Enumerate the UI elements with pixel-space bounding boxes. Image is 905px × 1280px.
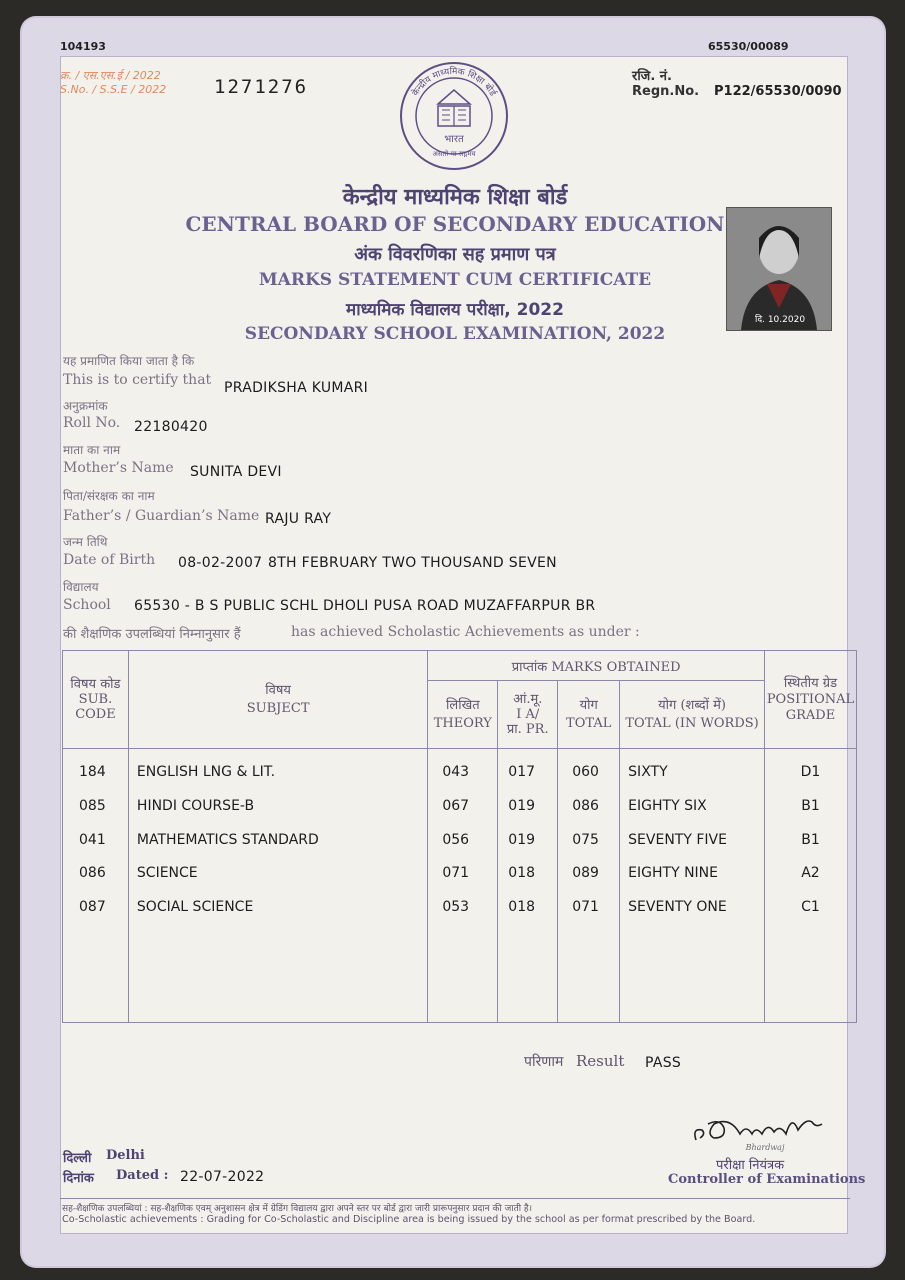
regn-label-hindi: रजि. नं. xyxy=(632,69,672,84)
cell-subject: HINDI COURSE-B xyxy=(128,791,427,825)
cell-subject: SOCIAL SCIENCE xyxy=(128,892,427,926)
sno-hindi: क्र. / एस.एस.ई / 2022 xyxy=(60,69,161,82)
controller-english: Controller of Examinations xyxy=(668,1172,866,1187)
roll-english: Roll No. xyxy=(63,415,121,431)
cell-grade: C1 xyxy=(764,892,856,926)
father-hindi: पिता/संरक्षक का नाम xyxy=(63,489,155,503)
mother-english: Mother’s Name xyxy=(63,460,174,476)
footer-english: Co-Scholastic achievements : Grading for Co-Scholastic and Discipline area is being issued by the school as per format prescribed by the Board. xyxy=(62,1214,756,1225)
cell-theory: 053 xyxy=(428,892,498,926)
dated-value: 22-07-2022 xyxy=(180,1169,265,1185)
serial-top: 104193 xyxy=(60,40,106,53)
cbse-logo-icon xyxy=(398,60,510,172)
achieve-english: has achieved Scholastic Achievements as under : xyxy=(291,624,640,640)
cell-words: EIGHTY NINE xyxy=(620,858,765,892)
logo-country: भारत xyxy=(444,134,464,145)
cell-ia: 017 xyxy=(498,749,558,792)
header-grade-english: POSITIONAL GRADE xyxy=(766,691,855,723)
header-ia-pr-text: प्रा. PR. xyxy=(506,722,549,737)
logo-top-text: केन्द्रीय माध्यमिक शिक्षा बोर्ड xyxy=(410,66,498,99)
logo-motto: असतो मा सद्गमय xyxy=(432,150,476,158)
cell-grade: B1 xyxy=(764,825,856,859)
header-ia-pr xyxy=(498,681,558,749)
school-hindi: विद्यालय xyxy=(63,580,99,594)
certificate-number: 1271276 xyxy=(214,76,309,98)
footer-hindi: सह-शैक्षणिक उपलब्धियां : सह-शैक्षणिक एवम् अनुशासन क्षेत्र में ग्रेडिंग विद्यालय द्वारा अपने स्तर पर बोर्ड द्वारा जारी प्रारूपनुसार प्रदान की जाती है। xyxy=(62,1204,533,1214)
cell-code: 086 xyxy=(63,858,129,892)
dob-words: 8TH FEBRUARY TWO THOUSAND SEVEN xyxy=(268,555,557,571)
cell-code: 085 xyxy=(63,791,129,825)
ref-top: 65530/00089 xyxy=(708,40,789,53)
header-subject-hindi: विषय xyxy=(265,682,291,698)
cell-ia: 018 xyxy=(498,892,558,926)
place-hindi: दिल्ली xyxy=(63,1151,92,1166)
dob-hindi: जन्म तिथि xyxy=(63,535,108,549)
cell-ia: 019 xyxy=(498,791,558,825)
header-marks-obtained xyxy=(428,651,765,681)
cell-theory: 043 xyxy=(428,749,498,792)
controller-hindi: परीक्षा नियंत्रक xyxy=(716,1158,785,1173)
table-row xyxy=(63,892,857,926)
board-title-hindi: केन्द्रीय माध्यमिक शिक्षा बोर्ड xyxy=(342,185,568,210)
doc-type-english: MARKS STATEMENT CUM CERTIFICATE xyxy=(258,270,652,290)
school-english: School xyxy=(63,597,111,613)
regn-label-english: Regn.No. xyxy=(632,84,700,99)
cell-total: 060 xyxy=(558,749,620,792)
dated-hindi: दिनांक xyxy=(63,1171,94,1186)
cell-code: 041 xyxy=(63,825,129,859)
dob-value: 08-02-2007 xyxy=(178,555,263,571)
photo-caption: दि. 10.2020 xyxy=(755,315,806,325)
footer-divider xyxy=(60,1198,850,1199)
candidate-photo xyxy=(726,207,832,331)
exam-hindi: माध्यमिक विद्यालय परीक्षा, 2022 xyxy=(346,300,564,320)
dated-english: Dated : xyxy=(116,1168,169,1183)
cell-theory: 071 xyxy=(428,858,498,892)
sno-english: S.No. / S.S.E / 2022 xyxy=(60,83,167,96)
cell-total: 086 xyxy=(558,791,620,825)
header-theory-english: THEORY xyxy=(433,715,492,731)
cell-code: 184 xyxy=(63,749,129,792)
certify-hindi: यह प्रमाणित किया जाता है कि xyxy=(63,354,195,368)
header-ia-hindi: आं.मू. xyxy=(513,692,543,707)
header-grade-hindi: स्थितीय ग्रेड xyxy=(783,675,838,691)
cell-total: 075 xyxy=(558,825,620,859)
regn-value: P122/65530/0090 xyxy=(714,84,842,99)
place-english: Delhi xyxy=(106,1148,145,1163)
cell-total: 071 xyxy=(558,892,620,926)
cell-words: SEVENTY ONE xyxy=(620,892,765,926)
doc-type-hindi: अंक विवरणिका सह प्रमाण पत्र xyxy=(354,244,556,265)
cell-subject: ENGLISH LNG & LIT. xyxy=(128,749,427,792)
cell-words: SIXTY xyxy=(620,749,765,792)
header-total-words xyxy=(620,681,765,749)
cell-words: EIGHTY SIX xyxy=(620,791,765,825)
school-value: 65530 - B S PUBLIC SCHL DHOLI PUSA ROAD MUZAFFARPUR BR xyxy=(134,598,596,614)
mother-value: SUNITA DEVI xyxy=(190,464,282,480)
header-theory-hindi: लिखित xyxy=(446,697,480,713)
header-theory xyxy=(428,681,498,749)
marks-table xyxy=(62,650,857,1023)
cell-subject: MATHEMATICS STANDARD xyxy=(128,825,427,859)
header-ia-english: I A/ xyxy=(516,707,540,722)
roll-hindi: अनुक्रमांक xyxy=(63,399,108,413)
roll-value: 22180420 xyxy=(134,419,208,435)
cell-theory: 056 xyxy=(428,825,498,859)
header-marks-english: MARKS OBTAINED xyxy=(551,659,681,675)
mother-hindi: माता का नाम xyxy=(63,443,121,457)
header-code-hindi: विषय कोड xyxy=(70,677,121,692)
header-total-english: TOTAL xyxy=(566,715,612,731)
cell-grade: A2 xyxy=(764,858,856,892)
header-total-hindi: योग xyxy=(579,697,598,713)
father-english: Father’s / Guardian’s Name xyxy=(63,508,260,524)
header-words-hindi: योग (शब्दों में) xyxy=(658,697,726,713)
cell-ia: 018 xyxy=(498,858,558,892)
result-hindi: परिणाम xyxy=(524,1054,564,1070)
header-subject xyxy=(128,651,427,749)
signature-graphic xyxy=(690,1104,840,1154)
result-english: Result xyxy=(576,1052,625,1070)
table-row xyxy=(63,825,857,859)
achieve-hindi: की शैक्षणिक उपलब्धियां निम्नानुसार हैं xyxy=(63,627,241,642)
father-value: RAJU RAY xyxy=(265,511,332,527)
cell-subject: SCIENCE xyxy=(128,858,427,892)
cell-grade: D1 xyxy=(764,749,856,792)
table-row xyxy=(63,791,857,825)
cell-total: 089 xyxy=(558,858,620,892)
header-subject-english: SUBJECT xyxy=(246,700,310,716)
cell-grade: B1 xyxy=(764,791,856,825)
exam-english: SECONDARY SCHOOL EXAMINATION, 2022 xyxy=(244,324,666,344)
table-row xyxy=(63,858,857,892)
certify-english: This is to certify that xyxy=(63,372,212,388)
signature-text: Bhardwaj xyxy=(745,1143,785,1152)
result-value: PASS xyxy=(645,1055,682,1071)
board-title-english: CENTRAL BOARD OF SECONDARY EDUCATION xyxy=(185,212,725,236)
header-code-english: SUB. CODE xyxy=(75,692,116,722)
candidate-name: PRADIKSHA KUMARI xyxy=(224,380,369,396)
header-total xyxy=(558,681,620,749)
table-row xyxy=(63,749,857,792)
cell-ia: 019 xyxy=(498,825,558,859)
header-marks-hindi: प्राप्तांक xyxy=(511,659,548,675)
cell-words: SEVENTY FIVE xyxy=(620,825,765,859)
header-words-english: TOTAL (IN WORDS) xyxy=(625,715,759,731)
table-filler-row xyxy=(63,925,857,1022)
header-sub-code xyxy=(63,651,129,749)
cell-theory: 067 xyxy=(428,791,498,825)
dob-english: Date of Birth xyxy=(63,552,156,568)
cell-code: 087 xyxy=(63,892,129,926)
header-positional-grade xyxy=(764,651,856,749)
